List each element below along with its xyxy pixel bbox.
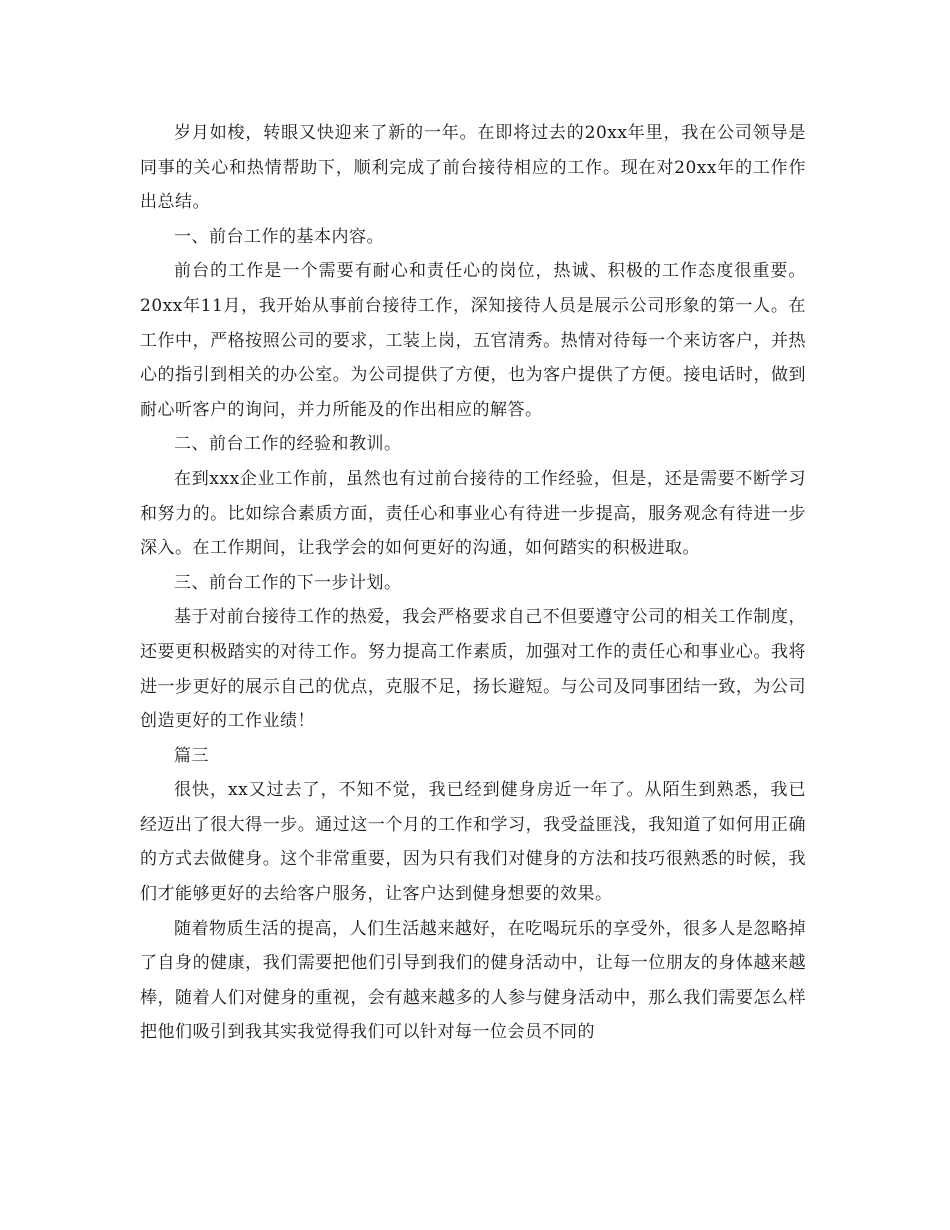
part-heading-3: 篇三 <box>174 745 209 766</box>
paragraph-section-1: 前台的工作是一个需要有耐心和责任心的岗位，热诚、积极的工作态度很重要。20xx年11月，我开始从事前台接待工作，深知接待人员是展示公司形象的第一人。在工作中，严格按照公司的要求，工装上岗，五官清秀。热情对待每一个来访客户，并热心的指引到相关的办公室。为公司提供了方便，也为客户提供了方便。接电话时，做到耐心听客户的询问，并力所能及的作出相应的解答。 <box>140 261 806 420</box>
paragraph-section-3: 基于对前台接待工作的热爱，我会严格要求自己不但要遵守公司的相关工作制度，还要更积极踏实的对待工作。努力提高工作素质，加强对工作的责任心和事业心。我将进一步更好的展示自己的优点，克服不足，扬长避短。与公司及同事团结一致，为公司创造更好的工作业绩！ <box>140 607 806 732</box>
paragraph-intro: 岁月如梭，转眼又快迎来了新的一年。在即将过去的20xx年里，我在公司领导是同事的关心和热情帮助下，顺利完成了前台接待相应的工作。现在对20xx年的工作作出总结。 <box>140 123 806 213</box>
section-heading-3: 三、前台工作的下一步计划。 <box>174 572 402 593</box>
paragraph-part3-2: 随着物质生活的提高，人们生活越来越好，在吃喝玩乐的享受外，很多人是忽略掉了自身的健康，我们需要把他们引导到我们的健身活动中，让每一位朋友的身体越来越棒，随着人们对健身的重视，会有越来越多的人参与健身活动中，那么我们需要怎么样把他们吸引到我其实我觉得我们可以针对每一位会员不同的 <box>140 918 806 1043</box>
section-heading-2: 二、前台工作的经验和教训。 <box>174 434 402 455</box>
section-heading-1: 一、前台工作的基本内容。 <box>174 226 384 247</box>
paragraph-part3-1: 很快，xx又过去了，不知不觉，我已经到健身房近一年了。从陌生到熟悉，我已经迈出了很大得一步。通过这一个月的工作和学习，我受益匪浅，我知道了如何用正确的方式去做健身。这个非常重要，因为只有我们对健身的方法和技巧很熟悉的时候，我们才能够更好的去给客户服务，让客户达到健身想要的效果。 <box>140 780 806 905</box>
document-body <box>140 116 806 1050</box>
paragraph-section-2: 在到xxx企业工作前，虽然也有过前台接待的工作经验，但是，还是需要不断学习和努力的。比如综合素质方面，责任心和事业心有待进一步提高，服务观念有待进一步深入。在工作期间，让我学会的如何更好的沟通，如何踏实的积极进取。 <box>140 468 806 559</box>
